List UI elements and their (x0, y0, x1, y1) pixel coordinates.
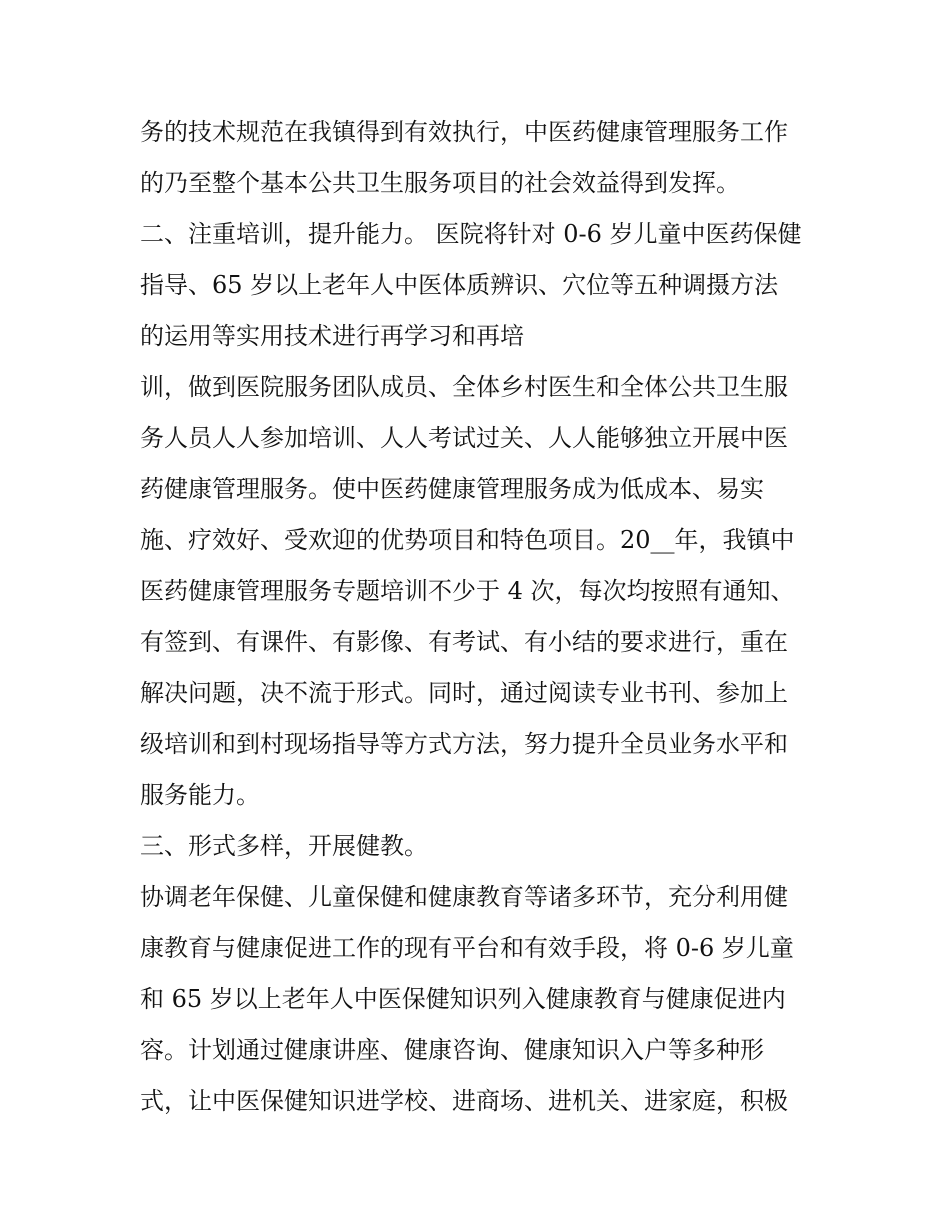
section-heading: 三、形式多样，开展健教。 (140, 832, 428, 860)
text-line: 有签到、有课件、有影像、有考试、有小结的要求进行，重在 (140, 628, 788, 656)
text-line: 协调老年保健、儿童保健和健康教育等诸多环节，充分利用健 (140, 883, 788, 911)
text-line: 康教育与健康促进工作的现有平台和有效手段，将 0-6 岁儿童 (140, 934, 794, 962)
text-line: 的运用等实用技术进行再学习和再培 (140, 322, 524, 350)
text-line: 医药健康管理服务专题培训不少于 4 次，每次均按照有通知、 (140, 577, 795, 605)
text-line: 和 65 岁以上老年人中医保健知识列入健康教育与健康促进内 (140, 985, 786, 1013)
text-line: 指导、65 岁以上老年人中医体质辨识、穴位等五种调摄方法 (140, 271, 779, 299)
text-line: 式，让中医保健知识进学校、进商场、进机关、进家庭，积极 (140, 1087, 788, 1115)
text-line: 训，做到医院服务团队成员、全体乡村医生和全体公共卫生服 (140, 373, 788, 401)
document-body (140, 107, 820, 1127)
text-line: 药健康管理服务。使中医药健康管理服务成为低成本、易实 (140, 475, 764, 503)
text-line: 务人员人人参加培训、人人考试过关、人人能够独立开展中医 (140, 424, 788, 452)
text-line: 的乃至整个基本公共卫生服务项目的社会效益得到发挥。 (140, 169, 740, 197)
text-line: 施、疗效好、受欢迎的优势项目和特色项目。20__年，我镇中 (140, 526, 795, 554)
text-line: 服务能力。 (140, 781, 260, 809)
section-heading: 二、注重培训，提升能力。 医院将针对 0-6 岁儿童中医药保健 (140, 220, 802, 248)
text-line: 级培训和到村现场指导等方式方法，努力提升全员业务水平和 (140, 730, 788, 758)
text-line: 容。计划通过健康讲座、健康咨询、健康知识入户等多种形 (140, 1036, 764, 1064)
text-line: 解决问题，决不流于形式。同时，通过阅读专业书刊、参加上 (140, 679, 788, 707)
text-line: 务的技术规范在我镇得到有效执行，中医药健康管理服务工作 (140, 118, 788, 146)
